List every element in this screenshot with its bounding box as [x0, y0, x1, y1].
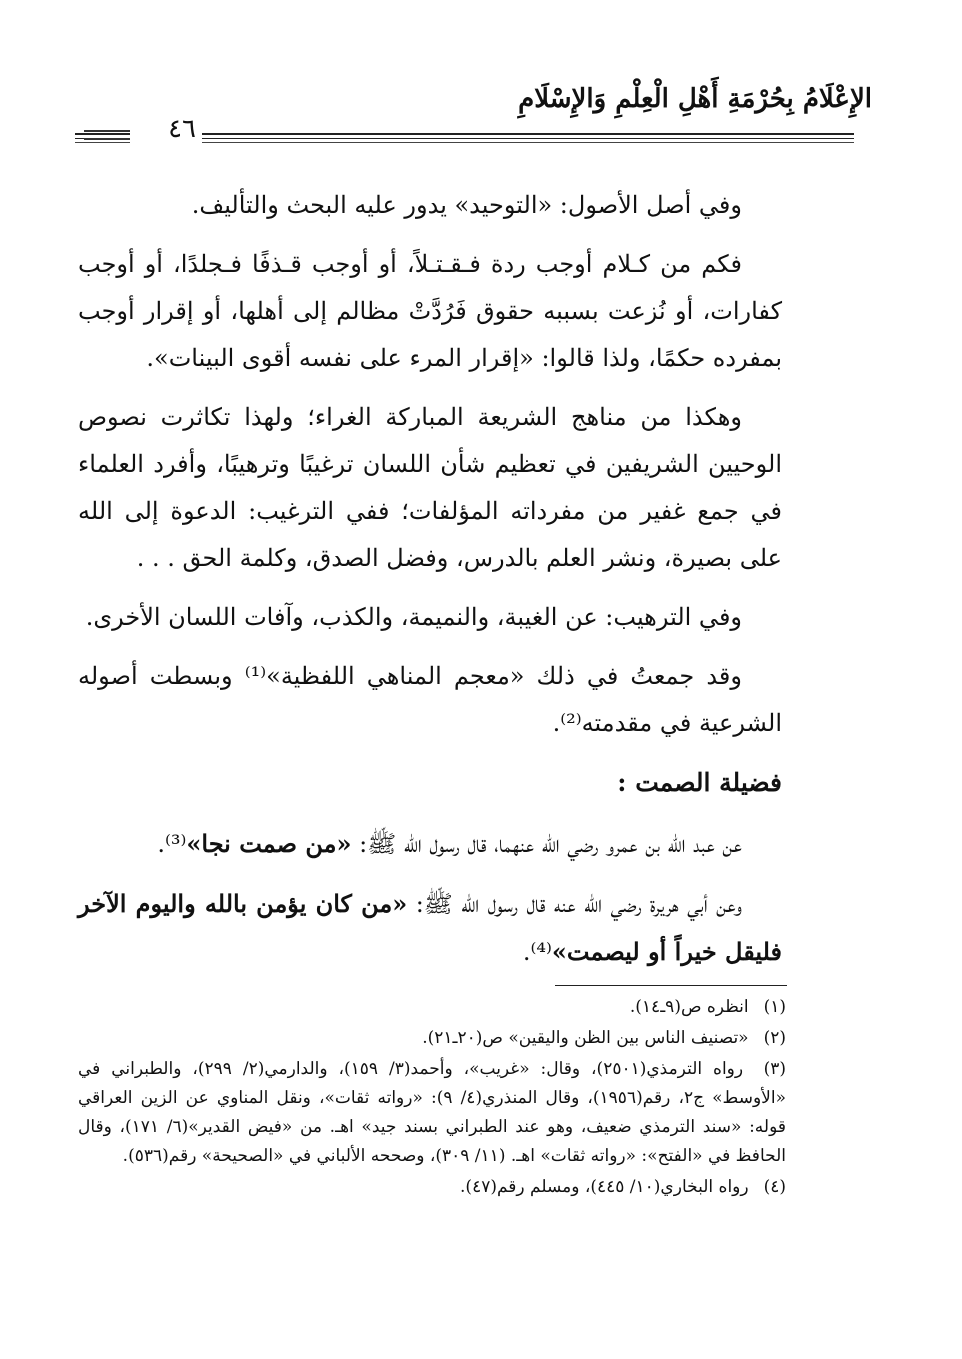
footnote-ref-3: ⁽³⁾. [157, 830, 187, 858]
paragraph-2: فكم من كـلام أوجب ردة فـقـتـلاً، أو أوجب قـذفًا فـجلدًا، أو أوجب كفارات، أو نُزعت بسببه حقوق فَرُدَّتْ مظالم إلى أهلها، أو إقرار أوجب بمفرده حكمًا، ولذا قالوا: «إقرار المرء على نفسه أقوى البينات». [78, 250, 782, 372]
footnote-ref-4: ⁽⁴⁾. [522, 938, 552, 966]
main-text [78, 182, 782, 988]
footnote-text: رواه البخاري(١٠/ ٤٤٥)، ومسلم رقم(٤٧). [460, 1177, 749, 1197]
hadith-intro-1: عن عبد الله بن عمرو رضي الله عنهما، قال رسول الله ﷺ: [351, 830, 742, 858]
hadith-text-2: «من كان يؤمن بالله واليوم الآخر فليقل خيراً أو ليصمت» [78, 889, 782, 966]
page-number: ٤٦ [130, 114, 202, 144]
paragraph-7 [78, 880, 782, 976]
paragraph-1: وفي أصل الأصول: «التوحيد» يدور عليه البحث والتأليف. [191, 191, 742, 219]
footnote-1 [78, 993, 786, 1022]
hadith-intro-2: وعن أبي هريرة رضي الله عنه قال رسول الله ﷺ: [407, 890, 742, 918]
section-heading: فضيلة الصمت : [617, 768, 782, 797]
footnote-text: رواه الترمذي(٢٥٠١)، وقال: «غريب»، وأحمد(٣/ ١٥٩)، والدارمي(٢/ ٢٩٩)، والطبراني في «الأوسط» ج٢، رقم(١٩٥٦)، وقال المنذري(٤/ ٩): «رواته ثقات»، ونقل المناوي عن الزين العراقي قوله: «سند الترمذي ضعيف، وهو عند الطبراني بسند جيد» اهـ. من «فيض القدير»(٦/ ١٧١)، وقال الحافظ في «الفتح»: «رواته ثقات» اهـ. (١١/ ٣٠٩)، وصححه الألباني في «الصحيحة» رقم(٥٣٦). [78, 1059, 786, 1166]
footnote-number: (٣) [763, 1059, 787, 1079]
footnote-text: انظره ص(٩ـ١٤). [629, 997, 749, 1017]
footnote-separator [555, 985, 787, 986]
footnote-number: (٤) [763, 1177, 786, 1197]
footnote-3 [78, 1055, 786, 1171]
footnote-number: (١) [763, 997, 786, 1017]
paragraph-5: وقد جمعتُ في ذلك «معجم المناهي اللفظية»⁽¹⁾ وبسطت أصوله الشرعية في مقدمته⁽²⁾. [78, 662, 782, 737]
paragraph-3: وهكذا من مناهج الشريعة المباركة الغراء؛ ولهذا تكاثرت نصوص الوحيين الشريفين في تعظيم شأن اللسان ترغيبًا وترهيبًا، وأفرد العلماء في جمع غفير من مفرداته المؤلفات؛ ففي الترغيب: الدعوة إلى الله على بصيرة، ونشر العلم بالدرس، وفضل الصدق، وكلمة الحق . . . [78, 403, 782, 572]
paragraph-4: وفي الترهيب: عن الغيبة، والنميمة، والكذب، وآفات اللسان الأخرى. [85, 603, 742, 631]
footnotes [78, 993, 786, 1204]
hadith-text-1: «من صمت نجا» [186, 829, 352, 858]
paragraph-6 [78, 820, 782, 868]
footnote-number: (٢) [763, 1028, 786, 1048]
footnote-2 [78, 1024, 786, 1053]
footnote-4 [78, 1173, 786, 1202]
running-header-title: الإِعْلَامُ بِحُرْمَةِ أَهْلِ الْعِلْمِ وَالإِسْلَامِ [518, 84, 872, 114]
footnote-text: «تصنيف الناس بين الظن واليقين» ص(٢٠ـ٢١). [422, 1028, 749, 1048]
page-number-ornament [84, 130, 134, 140]
